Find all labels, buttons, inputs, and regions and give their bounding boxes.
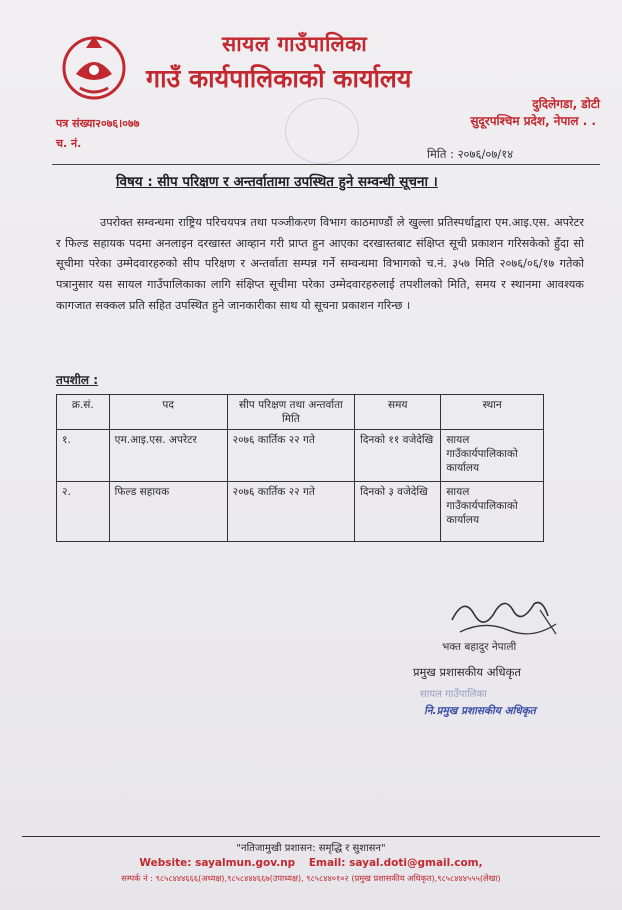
header-serial: क्र.सं. <box>57 395 110 430</box>
footer-web <box>0 857 622 869</box>
website-link[interactable]: Website: sayalmun.gov.np <box>139 857 296 869</box>
signatory-title: प्रमुख प्रशासकीय अधिकृत <box>413 665 521 679</box>
nepal-emblem-icon <box>58 30 130 102</box>
official-stamp-line-1: सायल गाउँपालिका <box>420 689 487 700</box>
header-divider <box>52 164 600 165</box>
dispatch-number: च. नं. <box>56 137 82 150</box>
header-post: पद <box>109 395 227 430</box>
email-link[interactable]: Email: sayal.doti@gmail.com, <box>308 857 483 869</box>
cell-time: दिनको ११ वजेदेखि <box>355 430 441 482</box>
letter-date: मिति : २०७६/०७/१४ <box>427 147 514 161</box>
municipality-name: सायल गाउँपालिका <box>222 32 368 56</box>
dispatch-stamp-icon <box>285 98 359 164</box>
table-header-row <box>57 395 544 430</box>
signatory-name: भक्त बहादुर नेपाली <box>442 641 517 653</box>
notice-subject: विषय : सीप परिक्षण र अन्तर्वातामा उपस्थित हुने सम्वन्धी सूचना । <box>116 174 438 190</box>
header-venue: स्थान <box>441 395 544 430</box>
official-stamp-line-2: नि.प्रमुख प्रशासकीय अधिकृत <box>424 705 536 717</box>
cell-time: दिनको ३ वजेदेखि <box>355 482 441 542</box>
cell-serial: १. <box>57 430 110 482</box>
table-row <box>57 482 544 542</box>
cell-venue: सायल गाउँकार्यपालिकाको कार्यालय <box>441 482 544 542</box>
address-line-1: दुदिलेगडा, डोटी <box>532 97 600 111</box>
cell-date: २०७६ कार्तिक २२ गते <box>227 430 355 482</box>
cell-post: एम.आइ.एस. अपरेटर <box>109 430 227 482</box>
cell-venue: सायल गाउँकार्यपालिकाको कार्यालय <box>441 430 544 482</box>
letter-number: पत्र संख्या२०७६।०७७ <box>56 117 140 130</box>
schedule-table <box>56 394 544 542</box>
header-date: सीप परिक्षण तथा अन्तर्वाता मिति <box>227 395 355 430</box>
cell-date: २०७६ कार्तिक २२ गते <box>227 482 355 542</box>
table-row <box>57 430 544 482</box>
footer-contacts: सम्पर्क नं : ९८५८४४४६६६(अध्यक्ष),९८५८४४४६६७(उपाध्यक्ष), ९८५८४४०१०२ (प्रमुख प्रशासकीय अधिकृत),९८५८४४४५५५(लेखा) <box>121 873 501 883</box>
header-time: समय <box>355 395 441 430</box>
notice-body: उपरोक्त सम्वन्धमा राष्ट्रिय परिचयपत्र तथा पञ्जीकरण विभाग काठमाण्डौं ले खुल्ला प्रतिस्पर्धाद्वारा एम.आइ.एस. अपरेटर र फिल्ड सहायक पदमा अनलाइन दरखास्त आव्हान गरी प्राप्त हुन आएका दरखास्तबाट संक्षिप्त सूची प्रकाशन गरिसकेको हुँदा सो सूचीमा परेका उम्मेदवारहरुको सीप परिक्षण र अन्तर्वाता सम्पन्न गर्ने सम्वन्धमा विभागको च.नं. ३५७ मिति २०७६/०६/१७ गतेको पत्रानुसार यस सायल गाउँपालिकाका लागि संक्षिप्त सूचीमा परेका उम्मेदवारहरुलाई तपशीलको मिति, समय र स्थानमा आवश्यक कागजात सक्कल प्रति सहित उपस्थित हुने जानकारीका साथ यो सूचना प्रकाशन गरिन्छ । <box>56 216 584 312</box>
cell-serial: २. <box>57 482 110 542</box>
footer-divider <box>22 836 600 837</box>
cell-post: फिल्ड सहायक <box>109 482 227 542</box>
handwritten-signature <box>444 590 564 640</box>
footer-motto: "नतिजामुखी प्रशासन: समृद्धि र सुशासन" <box>236 843 386 854</box>
details-label: तपशील : <box>56 373 99 387</box>
office-name: गाउँ कार्यपालिकाको कार्यालय <box>146 64 412 93</box>
address-line-2: सुदूरपश्चिम प्रदेश, नेपाल . . <box>470 114 596 128</box>
